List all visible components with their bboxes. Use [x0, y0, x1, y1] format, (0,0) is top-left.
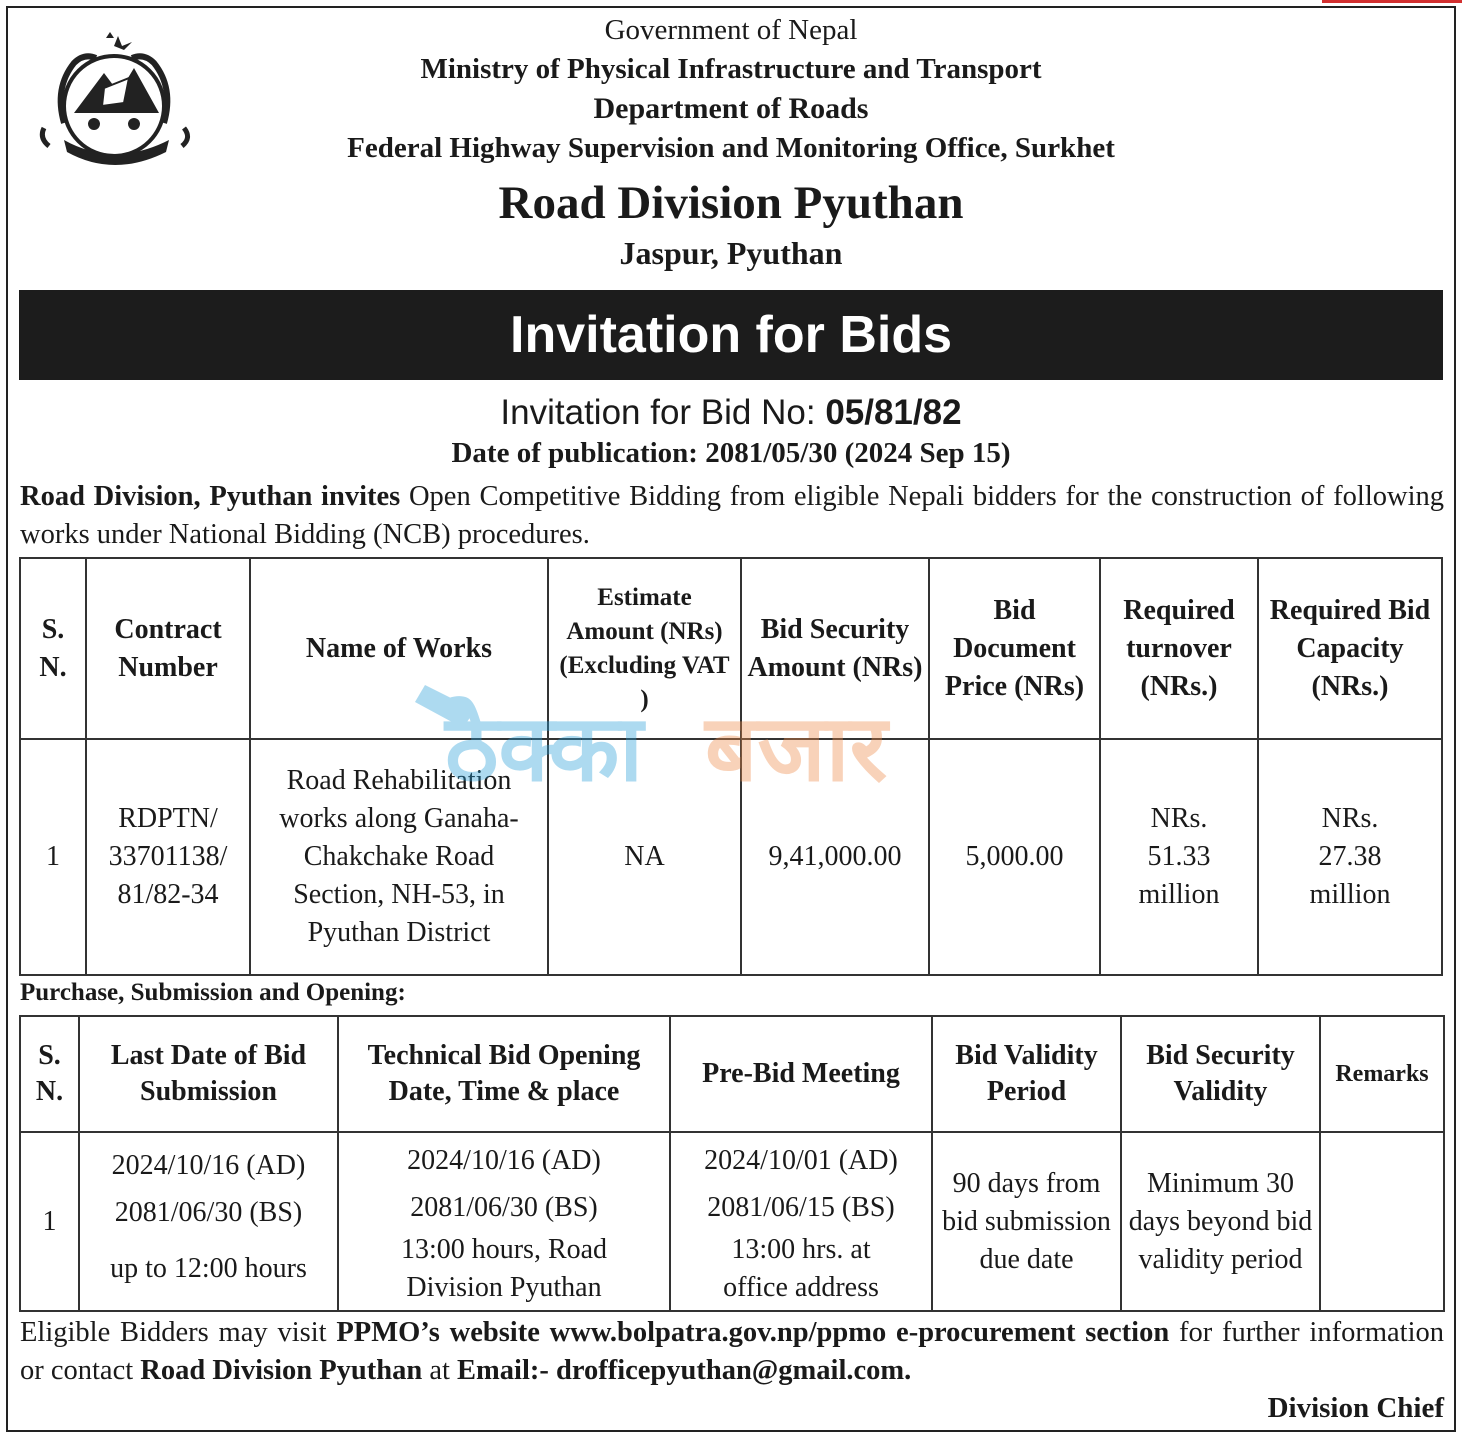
cell-sn: 1 [20, 739, 86, 975]
cell-sn: 1 [20, 1132, 79, 1311]
table-row [20, 739, 1442, 975]
cell-security-validity: Minimum 30 days beyond bid validity period [1121, 1132, 1320, 1311]
header-sn: S. N. [20, 558, 86, 739]
footer-ppmo-link: PPMO’s website www.bolpatra.gov.np/ppmo e-procurement section [336, 1317, 1170, 1348]
schedule-label: Purchase, Submission and Opening: [20, 979, 406, 1006]
location-line: Jaspur, Pyuthan [619, 235, 843, 271]
tech-opening-place: 13:00 hours, Road Division Pyuthan [400, 1233, 608, 1303]
header-document-price: Bid Document Price (NRs) [929, 558, 1100, 739]
pre-bid-bs: 2081/06/15 (BS) [707, 1191, 895, 1223]
footer-paragraph [20, 1314, 1444, 1390]
last-date-ad: 2024/10/16 (AD) [111, 1149, 306, 1181]
publication-date: Date of publication: 2081/05/30 (2024 Sep 15) [451, 437, 1011, 469]
intro-text: Open Competitive Bidding from eligible Nepali bidders for the construction of following works under National Bidding (NCB) procedures. [20, 481, 1444, 550]
cell-technical-opening [338, 1132, 670, 1311]
footer-text-1: Eligible Bidders may visit [20, 1317, 337, 1348]
cell-required-turnover: NRs. 51.33 million [1100, 739, 1258, 975]
bid-number-line [0, 393, 1462, 433]
top-red-mark [1322, 0, 1462, 3]
cell-pre-bid-meeting [670, 1132, 932, 1311]
schedule-table [19, 1015, 1445, 1312]
header-bid-security: Bid Security Amount (NRs) [741, 558, 929, 739]
header-remarks: Remarks [1320, 1016, 1444, 1132]
works-header-row [20, 558, 1442, 739]
office-line: Federal Highway Supervision and Monitoring Office, Surkhet [347, 132, 1115, 164]
header-sn: S. N. [20, 1016, 79, 1132]
header-technical-opening: Technical Bid Opening Date, Time & place [338, 1016, 670, 1132]
cell-contract-number: RDPTN/ 33701138/ 81/82-34 [86, 739, 250, 975]
ministry-line: Ministry of Physical Infrastructure and Transport [420, 53, 1042, 85]
cell-last-date [79, 1132, 338, 1311]
watermark-part-two: बजार [705, 695, 888, 802]
footer-text-2: for further information or contact [20, 1317, 1444, 1386]
cell-remarks [1320, 1132, 1444, 1311]
government-line: Government of Nepal [604, 14, 858, 46]
footer-text-3: at [422, 1355, 458, 1386]
intro-paragraph [20, 478, 1444, 554]
header-bid-validity: Bid Validity Period [932, 1016, 1121, 1132]
works-table [19, 557, 1443, 976]
last-date-bs: 2081/06/30 (BS) [114, 1196, 303, 1228]
header-contract-number: Contract Number [86, 558, 250, 739]
header-required-turnover: Required turnover (NRs.) [1100, 558, 1258, 739]
intro-bold: Road Division, Pyuthan invites [20, 481, 401, 512]
footer-email: Email:- drofficepyuthan@gmail.com. [457, 1355, 912, 1386]
table-row [20, 1132, 1444, 1311]
department-line: Department of Roads [593, 92, 869, 125]
header-last-date: Last Date of Bid Submission [79, 1016, 338, 1132]
watermark-part-one: ठेक्का [445, 695, 644, 802]
division-title: Road Division Pyuthan [498, 177, 964, 229]
bid-number-value: 05/81/82 [825, 393, 962, 432]
header-bid-capacity: Required Bid Capacity (NRs.) [1258, 558, 1442, 739]
cell-bid-capacity: NRs. 27.38 million [1258, 739, 1442, 975]
cell-bid-security: 9,41,000.00 [741, 739, 929, 975]
header-pre-bid-meeting: Pre-Bid Meeting [670, 1016, 932, 1132]
header-name-of-works: Name of Works [250, 558, 548, 739]
pre-bid-place: 13:00 hrs. at office address [723, 1233, 879, 1303]
schedule-header-row [20, 1016, 1444, 1132]
tech-opening-ad: 2024/10/16 (AD) [407, 1144, 601, 1176]
signature-division-chief: Division Chief [1267, 1392, 1444, 1424]
header-security-validity: Bid Security Validity [1121, 1016, 1320, 1132]
bid-number-label: Invitation for Bid No: [500, 393, 816, 432]
cell-document-price: 5,000.00 [929, 739, 1100, 975]
header-estimate-amount: Estimate Amount (NRs) (Excluding VAT ) [548, 558, 741, 739]
footer-division: Road Division Pyuthan [140, 1355, 423, 1386]
pre-bid-ad: 2024/10/01 (AD) [704, 1144, 898, 1176]
cell-estimate-amount: NA [548, 739, 741, 975]
cell-bid-validity: 90 days from bid submission due date [932, 1132, 1121, 1311]
invitation-banner: Invitation for Bids [19, 290, 1443, 380]
last-date-time: up to 12:00 hours [110, 1252, 307, 1284]
cell-name-of-works: Road Rehabilitation works along Ganaha-Chakchake Road Section, NH-53, in Pyuthan District [250, 739, 548, 975]
tech-opening-bs: 2081/06/30 (BS) [410, 1191, 598, 1223]
